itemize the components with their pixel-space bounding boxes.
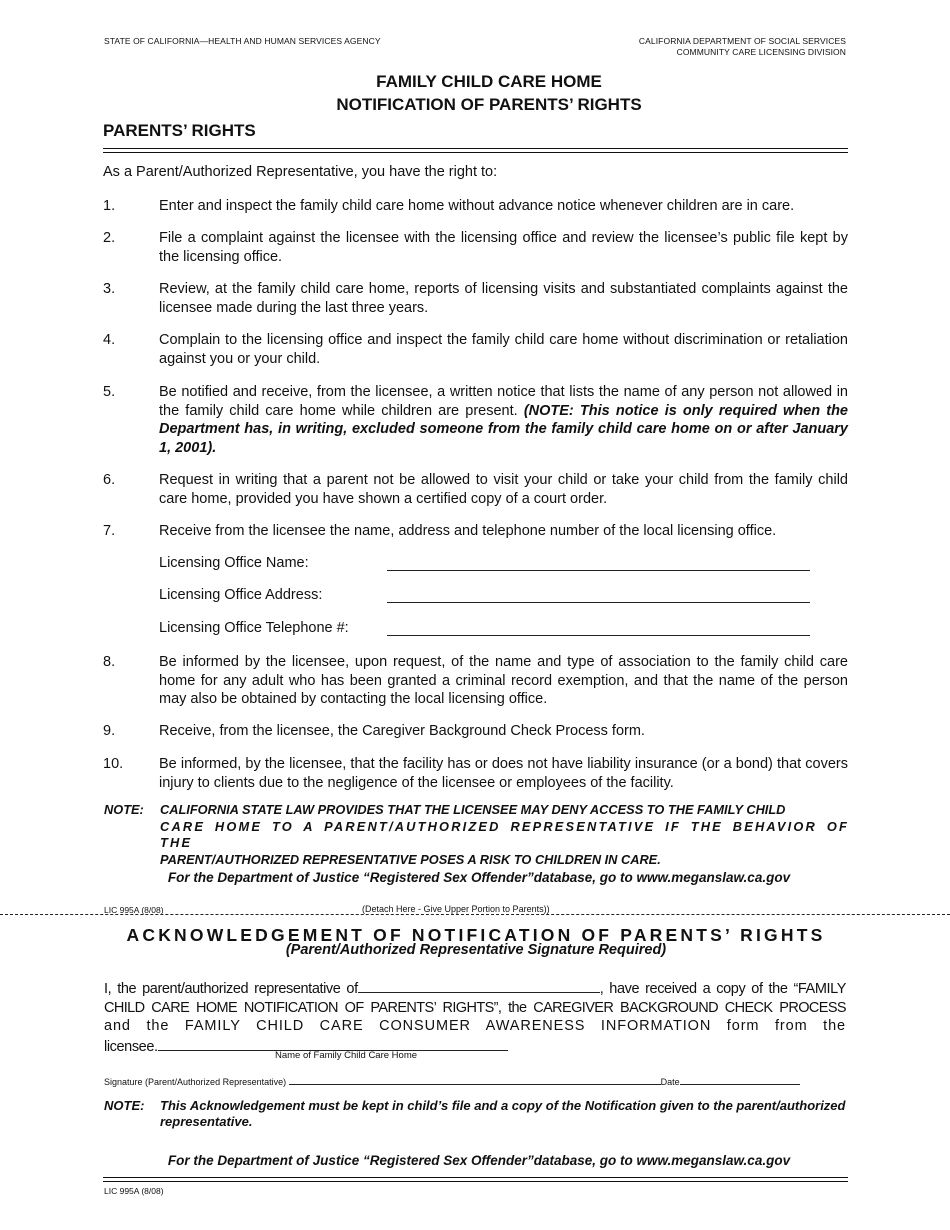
right-number: 9.	[103, 723, 116, 739]
right-item	[103, 229, 848, 266]
note-line-3: PARENT/AUTHORIZED REPRESENTATIVE POSES A RISK TO CHILDREN IN CARE.	[160, 851, 661, 867]
agency-header: STATE OF CALIFORNIA—HEALTH AND HUMAN SERVICES AGENCY	[104, 36, 381, 46]
licensing-office-phone-field[interactable]	[387, 635, 810, 636]
right-number: 5.	[103, 384, 116, 400]
intro-text: As a Parent/Authorized Representative, you have the right to:	[103, 164, 498, 180]
date-field[interactable]	[680, 1075, 800, 1085]
doj-notice: For the Department of Justice “Registered Sex Offender”database, go to www.meganslaw.ca.gov	[167, 870, 791, 885]
right-number: 4.	[103, 332, 116, 348]
licensing-office-name-label: Licensing Office Name:	[159, 555, 309, 571]
right-item	[103, 722, 848, 741]
right-item	[103, 471, 848, 508]
access-note	[104, 802, 849, 868]
exclusion-note: (NOTE: This notice is only required when the Department has, in writing, excluded someone from the family child care home on or after January 1, 2001).	[159, 402, 848, 456]
right-item	[103, 197, 848, 216]
licensing-office-address-field[interactable]	[387, 602, 810, 603]
department-line-2: COMMUNITY CARE LICENSING DIVISION	[676, 47, 846, 57]
right-text: Enter and inspect the family child care home without advance notice whenever children are in care.	[159, 198, 795, 214]
right-item	[103, 755, 848, 792]
ack-line-4-text: licensee.	[104, 1038, 158, 1055]
signature-label: Signature (Parent/Authorized Representative)	[104, 1077, 287, 1087]
note-body	[160, 802, 849, 868]
section-heading: PARENTS’ RIGHTS	[103, 121, 256, 140]
note-line-2: CARE HOME TO A PARENT/AUTHORIZED REPRESENTATIVE IF THE BEHAVIOR OF THE	[160, 818, 849, 850]
detach-line	[0, 914, 950, 915]
form-id-top: LIC 995A (8/08)	[104, 905, 164, 915]
right-number: 6.	[103, 472, 116, 488]
form-id-bottom: LIC 995A (8/08)	[104, 1186, 164, 1196]
ack-line-1-start: I, the parent/authorized representative of	[104, 981, 358, 997]
right-text	[159, 383, 848, 457]
right-item	[103, 280, 848, 317]
note-label: NOTE:	[104, 802, 144, 817]
right-text: Review, at the family child care home, reports of licensing visits and substantiated complaints against the licensee made during the last three years.	[159, 281, 848, 316]
ack-line-4	[104, 1036, 846, 1057]
form-title-line-1: FAMILY CHILD CARE HOME	[376, 72, 602, 91]
acknowledgement-statement	[104, 978, 846, 1056]
right-text: Receive, from the licensee, the Caregiver Background Check Process form.	[159, 723, 645, 739]
licensing-office-phone-label: Licensing Office Telephone #:	[159, 620, 349, 636]
form-title-line-2: NOTIFICATION OF PARENTS’ RIGHTS	[336, 95, 642, 114]
right-text: Be informed, by the licensee, that the facility has or does not have liability insurance (or a bond) that covers injury to clients due to the negligence of the licensee or employees of the facility.	[159, 756, 848, 791]
right-text: File a complaint against the licensee with the licensing office and review the licensee’s public file kept by the licensing office.	[159, 230, 848, 265]
ack-line-1	[104, 978, 846, 999]
double-rule	[103, 148, 848, 153]
detach-instruction: (Detach Here - Give Upper Portion to Parents))	[362, 904, 550, 914]
child-name-field[interactable]	[358, 978, 600, 993]
right-text: Complain to the licensing office and inspect the family child care home without discrimination or retaliation against you or your child.	[159, 332, 848, 367]
home-name-caption: Name of Family Child Care Home	[275, 1050, 418, 1061]
right-text: Request in writing that a parent not be allowed to visit your child or take your child from the family child care home, provided you have shown a certified copy of a court order.	[159, 472, 848, 507]
acknowledgement-subtitle: (Parent/Authorized Representative Signature Required)	[285, 942, 667, 958]
signature-field[interactable]	[289, 1075, 661, 1085]
note-body: This Acknowledgement must be kept in child’s file and a copy of the Notification given to the parent/authorized representative.	[160, 1098, 846, 1129]
right-text-main: Be notified and receive, from the licensee, a written notice that lists the name of any person not allowed in the family child care home while children are present.	[159, 384, 848, 419]
right-text: Receive from the licensee the name, address and telephone number of the local licensing office.	[159, 523, 777, 539]
right-number: 7.	[103, 523, 116, 539]
department-line-1: CALIFORNIA DEPARTMENT OF SOCIAL SERVICES	[638, 36, 846, 46]
right-number: 8.	[103, 654, 116, 670]
department-header	[639, 36, 846, 58]
right-item	[103, 522, 848, 541]
note-label: NOTE:	[104, 1098, 145, 1113]
date-label: Date	[660, 1077, 680, 1087]
ack-line-2: CHILD CARE HOME NOTIFICATION OF PARENTS’ RIGHTS”, the CAREGIVER BACKGROUND CHECK PROCESS	[104, 999, 846, 1016]
ack-line-1-end: , have received a copy of the “FAMILY	[599, 981, 846, 997]
licensing-office-address-label: Licensing Office Address:	[159, 587, 323, 603]
right-item	[103, 653, 848, 709]
right-number: 1.	[103, 198, 116, 214]
double-rule-bottom	[103, 1177, 848, 1182]
right-item	[103, 383, 848, 457]
licensing-office-name-field[interactable]	[387, 570, 810, 571]
note-line-1: CALIFORNIA STATE LAW PROVIDES THAT THE LICENSEE MAY DENY ACCESS TO THE FAMILY CHILD	[160, 802, 786, 817]
right-number: 2.	[103, 230, 116, 246]
right-number: 10.	[103, 756, 124, 772]
right-item	[103, 331, 848, 368]
right-text: Be informed by the licensee, upon request, of the name and type of association to the family child care home for any adult who has been granted a criminal record exemption, and that the name of the person may also be obtained by contacting the local licensing office.	[159, 654, 848, 707]
acknowledgement-title: ACKNOWLEDGEMENT OF NOTIFICATION OF PARENTS’ RIGHTS	[126, 925, 826, 945]
doj-notice-bottom: For the Department of Justice “Registered Sex Offender”database, go to www.meganslaw.ca.gov	[167, 1153, 791, 1168]
family-child-care-home-name-field[interactable]	[158, 1036, 508, 1051]
ack-line-3: and the FAMILY CHILD CARE CONSUMER AWARENESS INFORMATION form from the	[104, 1018, 846, 1034]
right-number: 3.	[103, 281, 116, 297]
signature-row	[104, 1075, 846, 1087]
acknowledgement-note	[104, 1098, 846, 1129]
